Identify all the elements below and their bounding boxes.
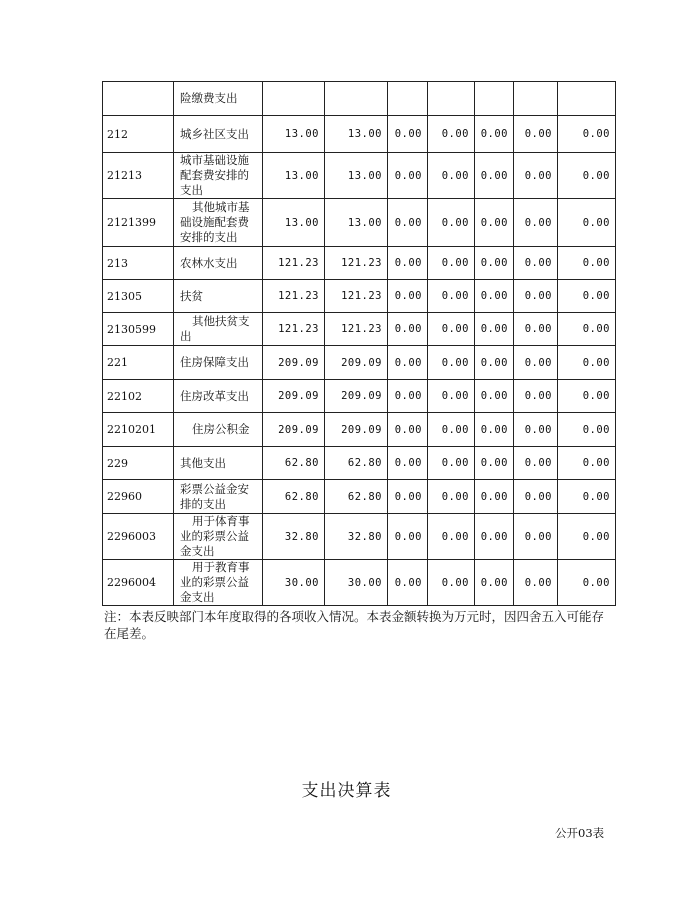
amount-cell: 0.00 xyxy=(514,280,558,313)
amount-cell: 0.00 xyxy=(388,413,428,447)
amount-cell: 0.00 xyxy=(428,346,475,380)
amount-cell: 0.00 xyxy=(388,514,428,560)
subject-name-cell: 彩票公益金安排的支出 xyxy=(174,480,263,514)
amount-cell: 0.00 xyxy=(558,447,616,480)
amount-cell: 0.00 xyxy=(428,514,475,560)
amount-cell: 0.00 xyxy=(428,413,475,447)
subject-code-cell: 2296003 xyxy=(103,514,174,560)
subject-code-cell: 2130599 xyxy=(103,313,174,346)
amount-cell: 0.00 xyxy=(428,560,475,606)
amount-cell xyxy=(428,82,475,116)
table-row xyxy=(103,447,616,480)
amount-cell: 0.00 xyxy=(475,413,514,447)
subject-name-cell: 险缴费支出 xyxy=(174,82,263,116)
amount-cell: 0.00 xyxy=(514,560,558,606)
amount-cell: 0.00 xyxy=(475,380,514,413)
amount-cell: 0.00 xyxy=(558,153,616,199)
amount-cell: 0.00 xyxy=(388,447,428,480)
amount-cell: 0.00 xyxy=(388,116,428,153)
subject-name-cell: 城市基础设施配套费安排的支出 xyxy=(174,153,263,199)
subject-name-cell: 用于教育事业的彩票公益金支出 xyxy=(174,560,263,606)
amount-cell: 0.00 xyxy=(558,413,616,447)
amount-cell: 121.23 xyxy=(263,280,325,313)
amount-cell: 0.00 xyxy=(558,313,616,346)
table-row xyxy=(103,560,616,606)
amount-cell: 0.00 xyxy=(428,116,475,153)
amount-cell: 0.00 xyxy=(475,514,514,560)
amount-cell: 0.00 xyxy=(514,447,558,480)
subject-code-cell: 21213 xyxy=(103,153,174,199)
table-row xyxy=(103,280,616,313)
amount-cell: 0.00 xyxy=(428,447,475,480)
amount-cell: 62.80 xyxy=(263,447,325,480)
amount-cell: 0.00 xyxy=(558,280,616,313)
amount-cell: 209.09 xyxy=(325,346,388,380)
amount-cell: 0.00 xyxy=(514,380,558,413)
table-row xyxy=(103,346,616,380)
amount-cell: 0.00 xyxy=(475,480,514,514)
amount-cell: 0.00 xyxy=(475,280,514,313)
amount-cell: 0.00 xyxy=(514,247,558,280)
amount-cell: 0.00 xyxy=(388,199,428,247)
subject-name-cell: 扶贫 xyxy=(174,280,263,313)
table-row xyxy=(103,116,616,153)
subject-name-cell: 其他城市基础设施配套费安排的支出 xyxy=(174,199,263,247)
amount-cell: 0.00 xyxy=(475,313,514,346)
amount-cell: 0.00 xyxy=(388,560,428,606)
amount-cell: 0.00 xyxy=(388,247,428,280)
amount-cell: 30.00 xyxy=(263,560,325,606)
subject-code-cell: 22960 xyxy=(103,480,174,514)
amount-cell: 0.00 xyxy=(428,313,475,346)
amount-cell: 121.23 xyxy=(325,313,388,346)
table-row xyxy=(103,82,616,116)
subject-name-cell: 城乡社区支出 xyxy=(174,116,263,153)
subject-name-cell: 用于体育事业的彩票公益金支出 xyxy=(174,514,263,560)
subject-code-cell: 21305 xyxy=(103,280,174,313)
amount-cell: 13.00 xyxy=(263,116,325,153)
amount-cell: 209.09 xyxy=(263,380,325,413)
table-row xyxy=(103,380,616,413)
amount-cell: 13.00 xyxy=(325,116,388,153)
amount-cell: 13.00 xyxy=(263,199,325,247)
amount-cell xyxy=(558,82,616,116)
amount-cell: 0.00 xyxy=(475,560,514,606)
amount-cell: 209.09 xyxy=(325,413,388,447)
amount-cell: 0.00 xyxy=(475,199,514,247)
subject-code-cell: 213 xyxy=(103,247,174,280)
amount-cell xyxy=(388,82,428,116)
amount-cell: 0.00 xyxy=(514,514,558,560)
amount-cell: 62.80 xyxy=(325,480,388,514)
table-row xyxy=(103,480,616,514)
subject-name-cell: 住房改革支出 xyxy=(174,380,263,413)
amount-cell: 0.00 xyxy=(514,480,558,514)
amount-cell: 0.00 xyxy=(428,153,475,199)
amount-cell: 0.00 xyxy=(558,514,616,560)
subject-name-cell: 农林水支出 xyxy=(174,247,263,280)
amount-cell xyxy=(475,82,514,116)
amount-cell: 0.00 xyxy=(514,346,558,380)
table-row xyxy=(103,153,616,199)
amount-cell xyxy=(263,82,325,116)
amount-cell: 0.00 xyxy=(558,480,616,514)
amount-cell: 0.00 xyxy=(475,447,514,480)
amount-cell: 32.80 xyxy=(325,514,388,560)
amount-cell: 0.00 xyxy=(388,380,428,413)
amount-cell: 13.00 xyxy=(325,153,388,199)
subject-code-cell: 229 xyxy=(103,447,174,480)
amount-cell: 30.00 xyxy=(325,560,388,606)
amount-cell: 0.00 xyxy=(514,199,558,247)
next-table-title: 支出决算表 xyxy=(301,781,392,801)
amount-cell: 0.00 xyxy=(428,380,475,413)
amount-cell: 0.00 xyxy=(558,380,616,413)
amount-cell: 0.00 xyxy=(475,116,514,153)
amount-cell: 121.23 xyxy=(263,313,325,346)
amount-cell: 0.00 xyxy=(388,313,428,346)
amount-cell: 13.00 xyxy=(325,199,388,247)
amount-cell: 0.00 xyxy=(514,116,558,153)
amount-cell: 0.00 xyxy=(558,560,616,606)
amount-cell: 0.00 xyxy=(475,346,514,380)
amount-cell: 209.09 xyxy=(325,380,388,413)
expenditure-table xyxy=(102,81,616,606)
table-row xyxy=(103,413,616,447)
amount-cell: 209.09 xyxy=(263,413,325,447)
amount-cell: 0.00 xyxy=(558,346,616,380)
subject-name-cell: 住房保障支出 xyxy=(174,346,263,380)
subject-code-cell: 22102 xyxy=(103,380,174,413)
subject-name-cell: 其他扶贫支出 xyxy=(174,313,263,346)
amount-cell: 0.00 xyxy=(558,247,616,280)
amount-cell: 13.00 xyxy=(263,153,325,199)
amount-cell: 0.00 xyxy=(558,116,616,153)
amount-cell: 121.23 xyxy=(325,247,388,280)
subject-code-cell: 2121399 xyxy=(103,199,174,247)
amount-cell: 121.23 xyxy=(325,280,388,313)
amount-cell xyxy=(514,82,558,116)
amount-cell: 0.00 xyxy=(388,153,428,199)
amount-cell: 0.00 xyxy=(388,480,428,514)
subject-name-cell: 其他支出 xyxy=(174,447,263,480)
amount-cell: 62.80 xyxy=(263,480,325,514)
amount-cell: 121.23 xyxy=(263,247,325,280)
amount-cell: 0.00 xyxy=(475,153,514,199)
subject-code-cell: 2210201 xyxy=(103,413,174,447)
subject-code-cell: 2296004 xyxy=(103,560,174,606)
amount-cell: 0.00 xyxy=(388,280,428,313)
amount-cell: 32.80 xyxy=(263,514,325,560)
amount-cell: 0.00 xyxy=(514,413,558,447)
form-number: 公开03表 xyxy=(555,826,605,840)
subject-name-cell: 住房公积金 xyxy=(174,413,263,447)
table-row xyxy=(103,199,616,247)
amount-cell xyxy=(325,82,388,116)
amount-cell: 0.00 xyxy=(514,153,558,199)
amount-cell: 0.00 xyxy=(428,280,475,313)
subject-code-cell xyxy=(103,82,174,116)
amount-cell: 0.00 xyxy=(428,199,475,247)
amount-cell: 209.09 xyxy=(263,346,325,380)
amount-cell: 0.00 xyxy=(558,199,616,247)
subject-code-cell: 212 xyxy=(103,116,174,153)
amount-cell: 0.00 xyxy=(388,346,428,380)
amount-cell: 0.00 xyxy=(475,247,514,280)
amount-cell: 0.00 xyxy=(428,480,475,514)
subject-code-cell: 221 xyxy=(103,346,174,380)
amount-cell: 0.00 xyxy=(428,247,475,280)
amount-cell: 0.00 xyxy=(514,313,558,346)
amount-cell: 62.80 xyxy=(325,447,388,480)
table-row xyxy=(103,247,616,280)
table-row xyxy=(103,313,616,346)
table-row xyxy=(103,514,616,560)
table-note: 注：本表反映部门本年度取得的各项收入情况。本表金额转换为万元时，因四舍五入可能存在尾差。 xyxy=(104,609,605,641)
